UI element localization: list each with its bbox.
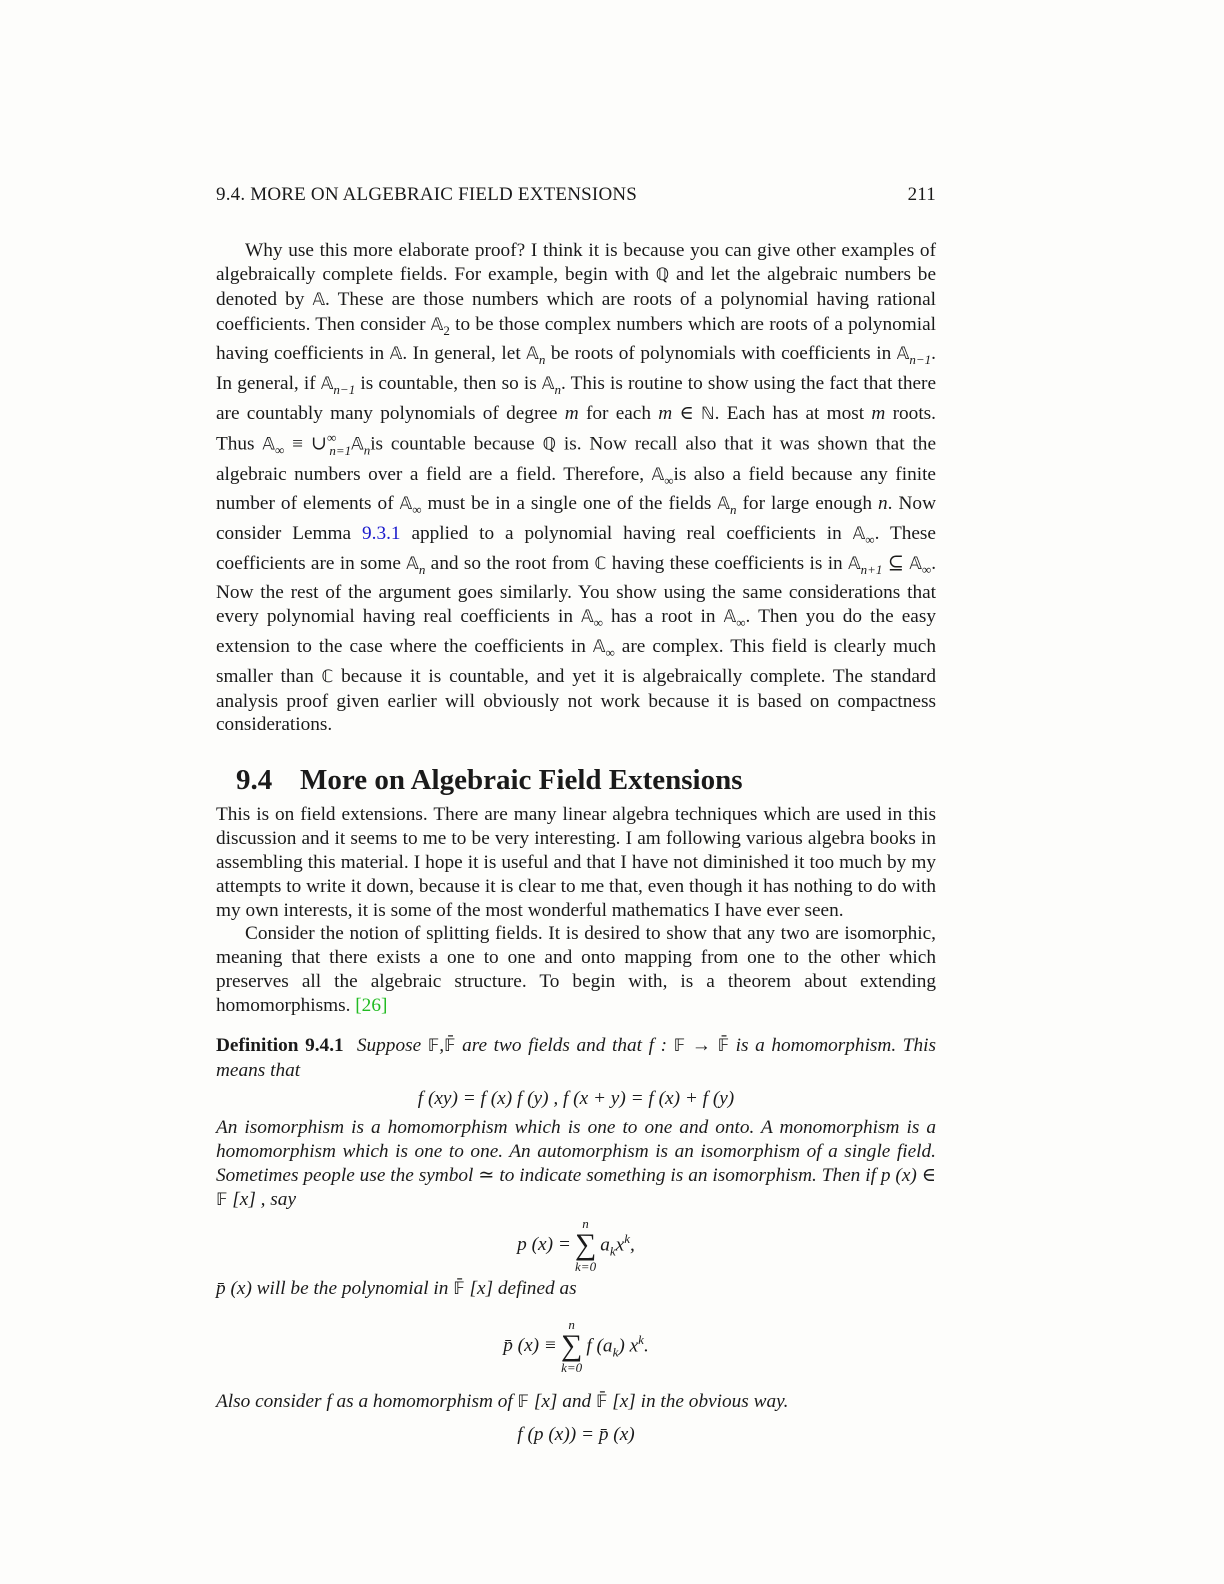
- running-header-section: 9.4. MORE ON ALGEBRAIC FIELD EXTENSIONS: [216, 184, 638, 205]
- extension-equation: f (p (x)) = p̄ (x): [517, 1423, 635, 1445]
- page-number: 211: [907, 184, 936, 205]
- section-heading: [216, 759, 936, 801]
- section-number: 9.4: [236, 764, 273, 797]
- homomorphism-equation: f (xy) = f (x) f (y) , f (x + y) = f (x) + f (y): [417, 1088, 735, 1110]
- paragraph-2: This is on field extensions. There are many linear algebra techniques which are used in this discussion and it seems to me to be very interesting. I am following various algebra books in assembling this material. I hope it is useful and that I have not diminished it too much by my attempts to write it down, because it is clear to me that, even though it has nothing to do with my own interests, it is some of the most wonderful mathematics I have ever seen.: [216, 804, 936, 921]
- paragraph-1: Why use this more elaborate proof? I think it is because you can give other examples of algebraically complete fields. For example, begin with ℚ and let the algebraic numbers be denoted by 𝔸. These are those numbers which are roots of a polynomial having rational coefficients. Then consider 𝔸$_2$ to be those complex numbers which are roots of a polynomial having coefficients in 𝔸. In general, let 𝔸$_n$ be roots of polynomials with coefficients in 𝔸$_{n-1}$. In general, if 𝔸$_{n-1}$ is countable, then so is 𝔸$_n$. This is routine to show using the fact that there are countably many polynomials of degree m for each m ∈ ℕ. Each has at most m roots. Thus 𝔸$_\infty$ ≡ $\cup^\infty_{n=1}𝔸_nis$ countable because ℚ is. Now recall also that it was shown that the algebraic numbers over a field are a field. Therefore, 𝔸$_\infty$is also a field because any finite number of elements of 𝔸$_\infty$ must be in a single one of the fields 𝔸$_n$ for large enough n. Now consider Lemma 9.3.1 applied to a polynomial having real coefficients in 𝔸$_\infty$. These coefficients are in some 𝔸$_n$ and so the root from ℂ having these coefficients is in 𝔸$_{n+1}$ ⊆ 𝔸$_\infty$. Now the rest of the argument goes similarly. You show using the same considerations that every polynomial having real coefficients in 𝔸$_\infty$ has a root in 𝔸$_\infty$. Then you do the easy extension to the case where the coefficients in 𝔸$_\infty$ are complex. This field is clearly much smaller than ℂ because it is countable, and yet it is algebraically complete. The standard analysis proof given earlier will obviously not work because it is based on compactness considerations.: [216, 240, 937, 736]
- definition-text-3: Also consider f as a homomorphism of 𝔽 [x] and 𝔽̄ [x] in the obvious way.: [216, 1390, 789, 1412]
- definition-block: Definition 9.4.1 Suppose 𝔽,𝔽̄ are two fields and that f : 𝔽 → 𝔽̄ is a homomorphism. This means that: [216, 1034, 937, 1081]
- definition-text-2: p̄ (x) will be the polynomial in 𝔽̄ [x] defined as: [216, 1277, 577, 1299]
- definition-label: Definition 9.4.1: [216, 1034, 344, 1056]
- citation-link[interactable]: [26]: [355, 994, 388, 1016]
- lemma-link[interactable]: 9.3.1: [362, 523, 401, 545]
- polynomial-equation: p (x) = n ∑ k=0 $a_kx^k$,: [517, 1215, 635, 1274]
- definition-text: An isomorphism is a homomorphism which is one to one and onto. A monomorphism is a homomorphism which is one to one. An automorphism is an isomorphism of a single field. Sometimes people use the symbol ≃ to indicate something is an isomorphism. Then if p (x) ∈ 𝔽 [x] , say: [216, 1117, 936, 1211]
- running-header: [216, 184, 936, 210]
- polynomial-bar-equation: p̄ (x) ≡ n ∑ k=0 f $(a_k)$ $x^k$.: [503, 1316, 649, 1375]
- page: [216, 184, 936, 1455]
- section-title: More on Algebraic Field Extensions: [300, 764, 743, 797]
- paragraph-3: Consider the notion of splitting fields. It is desired to show that any two are isomorphic, meaning that there exists a one to one and onto mapping from one to the other which preserves all the algebraic structure. To begin with, is a theorem about extending homomorphisms. [26]: [216, 923, 936, 1016]
